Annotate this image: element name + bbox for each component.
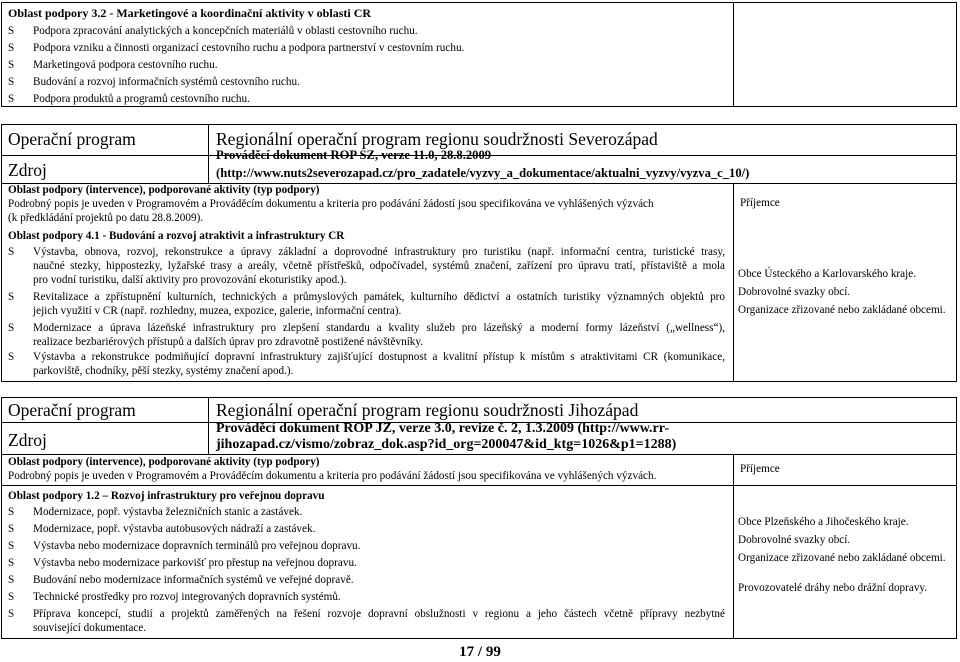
- list-item: Marketingová podpora cestovního ruchu.: [33, 59, 218, 71]
- list-item: Výstavba nebo modernizace dopravních terminálů pro veřejnou dopravu.: [33, 540, 361, 552]
- recipient-column-divider: [733, 183, 734, 382]
- list-item: Výstavba nebo modernizace parkovišť pro přestup na veřejnou dopravu.: [33, 557, 357, 569]
- list-item: Technické prostředky pro rozvoj integrovaných dopravních systémů.: [33, 591, 341, 603]
- recipient-item: Organizace zřizované nebo zakládané obcemi.: [738, 304, 946, 316]
- list-item-cont: související dokumentace.: [33, 622, 147, 634]
- list-bullet: S: [8, 322, 15, 334]
- list-item: Podpora produktů a programů cestovního ruchu.: [33, 93, 250, 105]
- list-item: Výstavba, obnova, rozvoj, rekonstrukce a úpravy základní a doprovodné infrastruktury pro turistiku (např. informační centra, turistické trasy,: [33, 246, 725, 258]
- list-bullet: S: [8, 523, 15, 535]
- list-bullet: S: [8, 540, 15, 552]
- list-item: Budování a rozvoj informačních systémů cestovního ruchu.: [33, 76, 300, 88]
- area-header: Oblast podpory (intervence), podporované aktivity (typ podpory): [8, 456, 320, 468]
- list-bullet: S: [8, 506, 15, 518]
- list-item: Modernizace, popř. výstavba železničních stanic a zastávek.: [33, 506, 303, 518]
- list-item-cont: realizace bezbariérových přístupů a dalších úprav pro zdravotně postižené návštěvníky.: [33, 336, 424, 348]
- support-area-3-2-title: Oblast podpory 3.2 - Marketingové a koordinační aktivity v oblasti CR: [8, 6, 372, 20]
- list-item: Podpora zpracování analytických a koncepčních materiálů v oblasti cestovního ruchu.: [33, 25, 418, 37]
- recipient-label: Příjemce: [740, 463, 780, 475]
- list-bullet: S: [8, 59, 15, 71]
- list-bullet: S: [8, 246, 15, 258]
- op-label: Operační program: [8, 129, 136, 149]
- recipient-item: Dobrovolné svazky obcí.: [738, 534, 851, 546]
- recipient-item: Obce Ústeckého a Karlovarského kraje.: [738, 268, 916, 280]
- op-value: Regionální operační program regionu soudržnosti Jihozápad: [216, 400, 639, 420]
- area-header-divider: [1, 485, 957, 486]
- header-label-divider: [208, 397, 209, 454]
- detail-note: Podrobný popis je uveden v Programovém a Prováděcím dokumentu a kriteria pro podávání žádostí jsou specifikována ve vyhlášených výzvách: [8, 198, 654, 210]
- header-label-divider: [208, 124, 209, 183]
- recipient-label: Příjemce: [740, 197, 780, 209]
- list-item-cont: pro vodní turistiku, další aktivity pro provozování ekoturistiky apod.).: [33, 274, 347, 286]
- list-bullet: S: [8, 591, 15, 603]
- page-number: 17 / 99: [459, 644, 501, 660]
- list-bullet: S: [8, 574, 15, 586]
- support-area-1-2-title: Oblast podpory 1.2 – Rozvoj infrastruktury pro veřejnou dopravu: [8, 490, 325, 502]
- list-bullet: S: [8, 25, 15, 37]
- list-bullet: S: [8, 608, 15, 620]
- list-item: Výstavba a rekonstrukce podmiňující dopravní infrastruktury zajišťující dostupnost a kvalitní přístup k místům s atraktivitami CR (komunikace,: [33, 351, 725, 363]
- source-line-1: Prováděcí dokument ROP SZ, verze 11.0, 28.8.2009: [216, 148, 492, 162]
- source-link[interactable]: jihozapad.cz/vismo/zobraz_dok.asp?id_org=200047&id_ktg=1026&p1=1288): [216, 437, 677, 452]
- recipient-item: Provozovatelé dráhy nebo drážní dopravy.: [738, 582, 928, 594]
- list-item: Příprava koncepcí, studií a projektů zaměřených na řešení rozvoje dopravní obslužnosti v regionu a jeho částech včetně přípravy nezbytné: [33, 608, 725, 620]
- op-label: Operační program: [8, 400, 136, 420]
- area-header: Oblast podpory (intervence), podporované aktivity (typ podpory): [8, 184, 320, 196]
- list-item: Modernizace, popř. výstavba autobusových nádraží a zastávek.: [33, 523, 316, 535]
- detail-note-2: (k předkládání projektů po datu 28.8.2009).: [8, 212, 204, 224]
- list-item: Revitalizace a zpřístupnění kulturních, technických a průmyslových památek, kulturního dědictví a ostatních turistiky významných objektů pro: [33, 291, 725, 303]
- recipient-item: Obce Plzeňského a Jihočeského kraje.: [738, 516, 909, 528]
- op-value: Regionální operační program regionu soudržnosti Severozápad: [216, 129, 658, 149]
- source-label: Zdroj: [8, 430, 47, 450]
- list-bullet: S: [8, 291, 15, 303]
- list-bullet: S: [8, 557, 15, 569]
- source-link[interactable]: (http://www.nuts2severozapad.cz/pro_zadatele/vyzvy_a_dokumentace/aktualni_vyzvy/vyzva_c_10/): [216, 166, 750, 180]
- list-item-cont: jejich využití v CR (např. rozhledny, muzea, expozice, galerie, informační centra).: [33, 305, 402, 317]
- list-item: Podpora vzniku a činnosti organizací cestovního ruchu a podpora partnerství v cestovním ruchu.: [33, 42, 465, 54]
- support-area-4-1-title: Oblast podpory 4.1 - Budování a rozvoj atraktivit a infrastruktury CR: [8, 230, 345, 242]
- source-label: Zdroj: [8, 160, 47, 180]
- list-item-cont: naučné stezky, hippostezky, lyžařské trasy a areály, včetně přístřešků, odpočívadel, systémů značení, zařízení pro úpravu tratí, přístaviště a mola: [33, 260, 725, 272]
- block1-column-divider: [733, 2, 734, 107]
- detail-note: Podrobný popis je uveden v Programovém a Prováděcím dokumentu a kriteria pro podávání žádostí jsou specifikována ve vyhlášených výzvách.: [8, 470, 657, 482]
- source-line-1: Prováděcí dokument ROP JZ, verze 3.0, revize č. 2, 1.3.2009 (http://www.rr-: [216, 421, 670, 436]
- recipient-item: Organizace zřizované nebo zakládané obcemi.: [738, 552, 946, 564]
- recipient-item: Dobrovolné svazky obcí.: [738, 286, 851, 298]
- list-bullet: S: [8, 42, 15, 54]
- list-item-cont: parkoviště, chodníky, pěší stezky, systémy značení apod.).: [33, 365, 294, 377]
- list-item: Budování nebo modernizace informačních systémů ve veřejné dopravě.: [33, 574, 354, 586]
- recipient-column-divider: [733, 454, 734, 639]
- list-bullet: S: [8, 351, 15, 363]
- list-bullet: S: [8, 93, 15, 105]
- list-item: Modernizace a úprava lázeňské infrastruktury pro zlepšení standardu a kvality služeb pro lázeňský a moderní formy lázeňství („wellness“),: [33, 322, 725, 334]
- list-bullet: S: [8, 76, 15, 88]
